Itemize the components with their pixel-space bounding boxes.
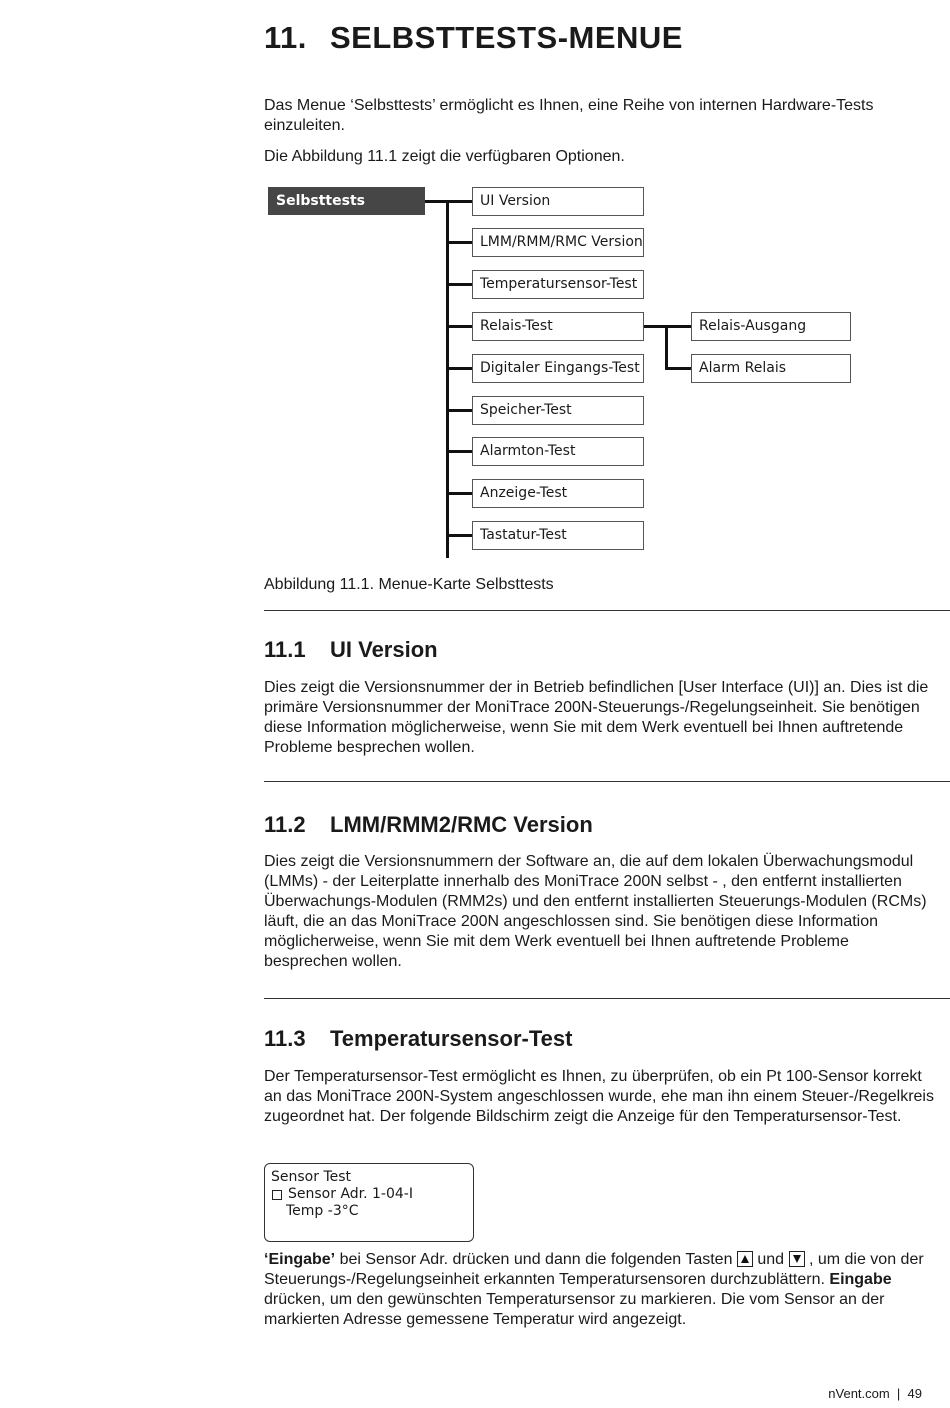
page-footer: nVent.com | 49	[828, 1386, 922, 1401]
section-heading	[264, 637, 438, 663]
section-body: Der Temperatursensor-Test ermöglicht es Ihnen, zu überprüfen, ob ein Pt 100-Sensor korrekt an das MoniTrace 200N-System angeschlossen wurde, ehe man ihn einem Steuer-/Regelkreis zugeordnet hat. Der folgende Bildschirm zeigt die Anzeige für den Temperatursensor-Test.	[264, 1068, 934, 1125]
chapter-number: 11.	[264, 20, 307, 55]
section-heading	[264, 812, 593, 838]
final-text-4: drücken, um den gewünschten Temperatursensor zu markieren. Die vom Sensor an der markierten Adresse gemessene Temperatur wird angezeigt.	[264, 1291, 885, 1328]
section-title: Temperatursensor-Test	[330, 1026, 573, 1051]
diagram-sub-branch	[665, 367, 691, 370]
diagram-branch	[446, 492, 472, 495]
section-number: 11.3	[264, 1026, 306, 1051]
diagram-item-display-test: Anzeige-Test	[472, 479, 644, 508]
final-text-1: bei Sensor Adr. drücken und dann die folgenden Tasten	[335, 1251, 737, 1268]
section-heading	[264, 1026, 572, 1052]
diagram-item-memory-test: Speicher-Test	[472, 396, 644, 425]
lcd-line-3: Temp -3°C	[286, 1203, 359, 1219]
checkbox-icon	[272, 1190, 282, 1200]
arrow-down-key-icon	[789, 1251, 805, 1267]
intro-paragraph-2: Die Abbildung 11.1 zeigt die verfügbaren Optionen.	[264, 148, 625, 165]
diagram-item-temperature-test: Temperatursensor-Test	[472, 270, 644, 299]
section-number: 11.1	[264, 637, 306, 662]
section-number: 11.2	[264, 812, 306, 837]
lcd-display	[264, 1163, 474, 1242]
diagram-branch	[446, 283, 472, 286]
diagram-trunk	[446, 200, 449, 558]
section-divider	[264, 998, 950, 999]
diagram-item-lmm-version: LMM/RMM/RMC Version	[472, 228, 644, 257]
lcd-line-2-row	[271, 1186, 467, 1203]
diagram-branch	[446, 409, 472, 412]
diagram-item-digital-input-test: Digitaler Eingangs-Test	[472, 354, 644, 383]
diagram-sub-clip	[691, 300, 807, 390]
section-divider	[264, 610, 950, 611]
diagram-item-keyboard-test: Tastatur-Test	[472, 521, 644, 550]
section-divider	[264, 781, 950, 782]
section-body: Dies zeigt die Versionsnummern der Software an, die auf dem lokalen Überwachungsmodul (LMMs) - der Leiterplatte innerhalb des MoniTrace 200N selbst - , den entfernt installierten Überwachungs-Modulen (RMM2s) und den entfernt installierten Steuerungs-Modulen (RCMs) läuft, die an das MoniTrace 200N angeschlossen sind. Sie benötigen diese Information möglicherweise, wenn Sie mit dem Werk eventuell bei Ihnen auftretende Probleme besprechen wollen.	[264, 853, 927, 970]
diagram-sub-item-alarm-relay: Alarm Relais	[691, 354, 851, 383]
diagram-item-alarm-tone-test: Alarmton-Test	[472, 437, 644, 466]
diagram-branch	[446, 450, 472, 453]
final-text-3: , um die von der Steuerungs-/Regelungseinheit erkannten Temperatursensoren durchzublättern.	[264, 1251, 924, 1288]
diagram-sub-trunk	[665, 325, 668, 370]
diagram-branch	[446, 367, 472, 370]
enter-key-label-2: Eingabe	[829, 1271, 892, 1288]
section-title: UI Version	[330, 637, 438, 662]
enter-key-label: ‘Eingabe’	[264, 1251, 336, 1268]
final-text-2: und	[752, 1251, 789, 1268]
section-body: Dies zeigt die Versionsnummer der in Betrieb befindlichen [User Interface (UI)] an. Dies ist die primäre Versionsnummer der MoniTrace 200N-Steuerungs-/Regelungseinheit. Sie benötigen diese Information möglicherweise, wenn Sie mit dem Werk eventuell bei Ihnen auftretende Probleme besprechen wollen.	[264, 679, 929, 756]
diagram-sub-item-relay-output: Relais-Ausgang	[691, 312, 851, 341]
diagram-root-box: Selbsttests	[268, 187, 425, 215]
menu-map-diagram	[0, 0, 950, 560]
diagram-branch	[446, 241, 472, 244]
intro-paragraph-1: Das Menue ‘Selbsttests’ ermöglicht es Ihnen, eine Reihe von internen Hardware-Tests einzuleiten.	[264, 97, 874, 134]
arrow-up-key-icon	[737, 1251, 753, 1267]
chapter-title: SELBSTTESTS-MENUE	[330, 20, 683, 55]
diagram-branch	[446, 534, 472, 537]
section-title: LMM/RMM2/RMC Version	[330, 812, 593, 837]
lcd-line-1: Sensor Test	[271, 1169, 352, 1185]
figure-caption: Abbildung 11.1. Menue-Karte Selbsttests	[264, 576, 554, 593]
lcd-line-2: Sensor Adr. 1-04-I	[288, 1186, 413, 1202]
diagram-item-relay-test: Relais-Test	[472, 312, 644, 341]
diagram-item-ui-version: UI Version	[472, 187, 644, 216]
final-paragraph	[264, 1250, 934, 1330]
diagram-branch	[446, 325, 472, 328]
